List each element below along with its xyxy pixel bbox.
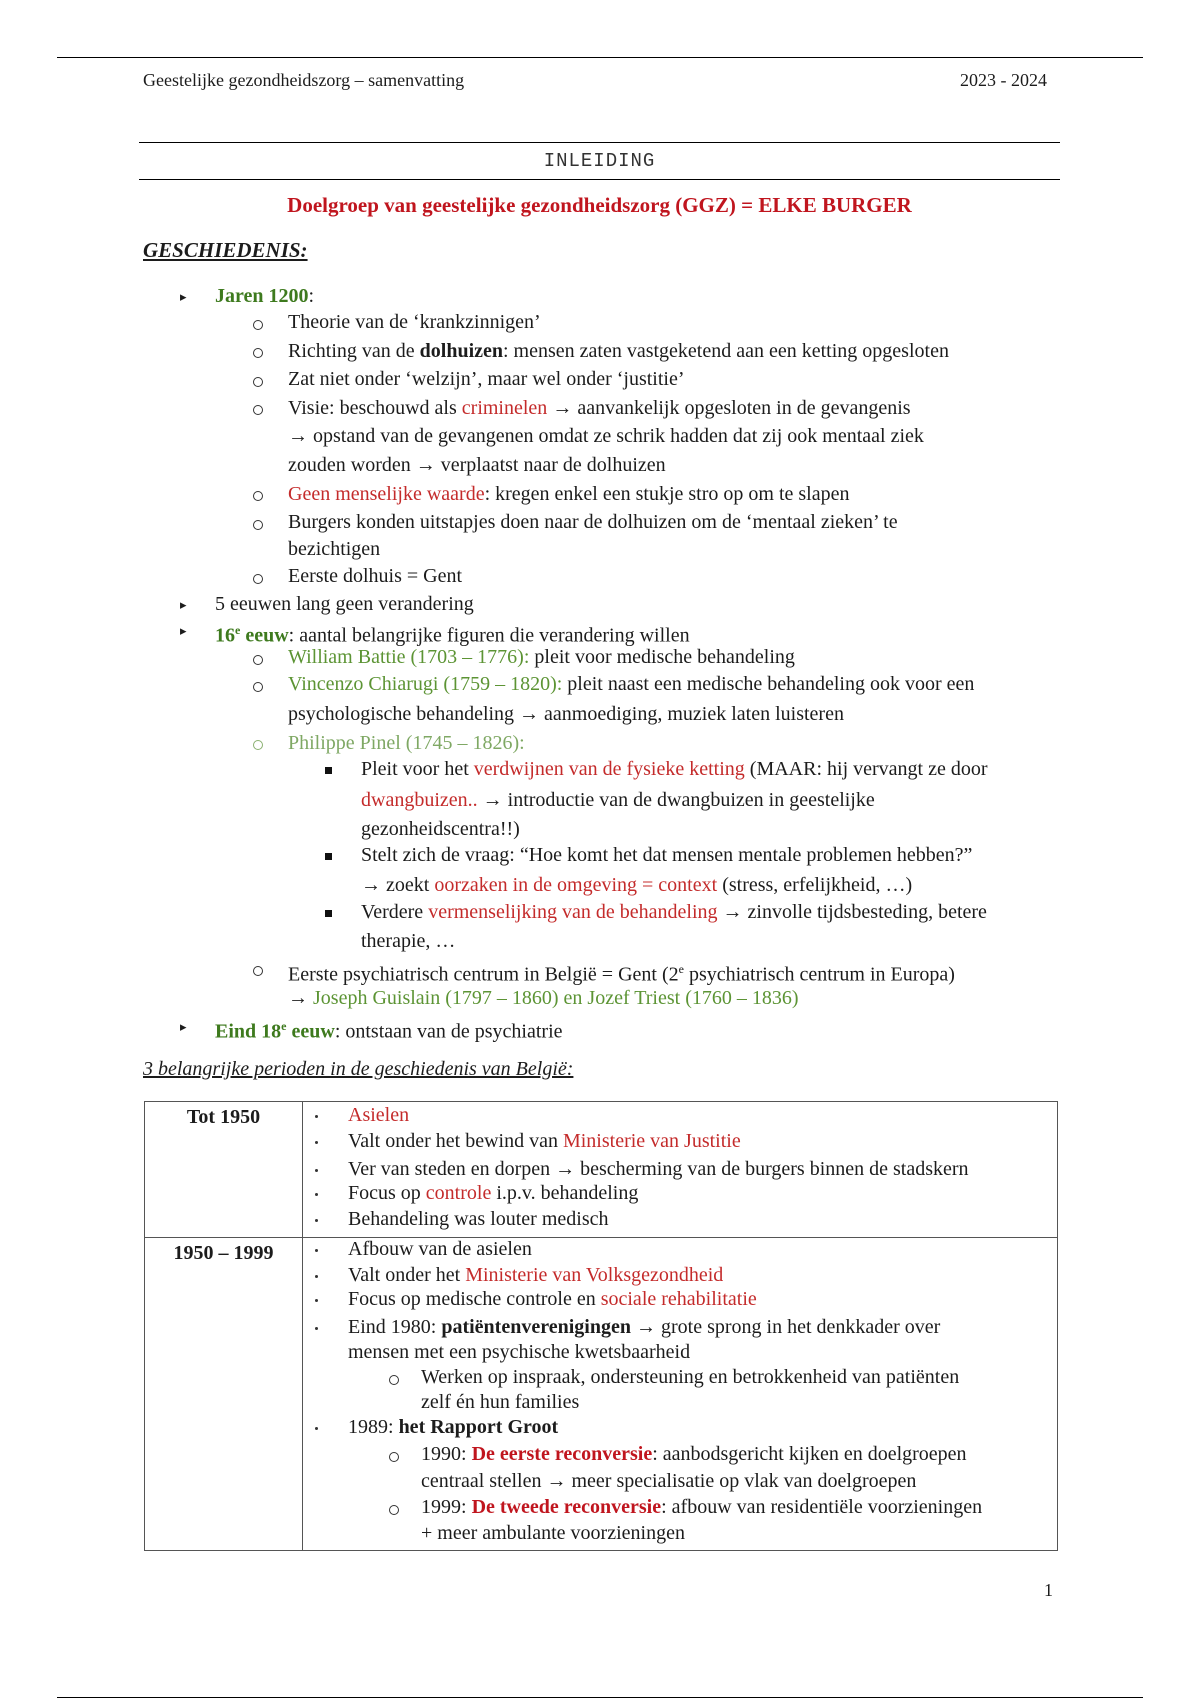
period-content [303,1102,1058,1238]
square-bullet-icon [325,853,332,860]
circle-bullet-icon [253,966,263,976]
dot-bullet-icon [315,1115,318,1118]
circle-bullet-icon [389,1452,399,1462]
list-item: Verdere vermenselijking van de behandeling → zinvolle tijdsbesteding, betere [361,901,987,923]
circle-bullet-icon [253,682,263,692]
list-item-continuation: + meer ambulante voorzieningen [421,1522,685,1544]
periods-table [144,1101,1058,1551]
list-item-continuation: gezonheidscentra!!) [361,818,520,840]
list-item: William Battie (1703 – 1776): pleit voor medische behandeling [288,646,795,668]
page-title: INLEIDING [139,142,1060,180]
list-item: 1989: het Rapport Groot [348,1416,559,1438]
circle-bullet-icon [253,740,263,750]
dot-bullet-icon [315,1193,318,1196]
list-item-continuation: zouden worden → verplaatst naar de dolhuizen [288,454,666,476]
arrow-bullet-icon: ▸ [180,1019,187,1034]
circle-bullet-icon [389,1375,399,1385]
list-item-continuation: → Joseph Guislain (1797 – 1860) en Jozef Triest (1760 – 1836) [288,987,799,1009]
arrow-bullet-icon: ▸ [180,623,187,638]
list-item: 1999: De tweede reconversie: afbouw van residentiële voorzieningen [421,1496,983,1518]
list-item: Eind 18e eeuw: ontstaan van de psychiatrie [215,1019,563,1043]
list-item: Stelt zich de vraag: “Hoe komt het dat mensen mentale problemen hebben?” [361,844,973,866]
list-item-continuation: bezichtigen [288,538,381,560]
dot-bullet-icon [315,1299,318,1302]
list-item: Zat niet onder ‘welzijn’, maar wel onder ‘justitie’ [288,368,685,390]
list-item-continuation: zelf én hun families [421,1391,580,1413]
circle-bullet-icon [253,320,263,330]
dot-bullet-icon [315,1141,318,1144]
list-item-continuation: centraal stellen → meer specialisatie op vlak van doelgroepen [421,1470,917,1492]
list-item: Eerste psychiatrisch centrum in België = Gent (2e psychiatrisch centrum in Europa) [288,962,955,986]
period-label: Tot 1950 [145,1102,303,1238]
circle-bullet-icon [253,574,263,584]
list-item: 5 eeuwen lang geen verandering [215,593,474,615]
header-left: Geestelijke gezondheidszorg – samenvatting [143,70,465,90]
dot-bullet-icon [315,1249,318,1252]
list-item-continuation: dwangbuizen.. → introductie van de dwangbuizen in geestelijke [361,789,875,811]
period-content [303,1238,1058,1551]
periods-heading: 3 belangrijke perioden in de geschiedenis van België: [143,1058,574,1080]
list-item: Jaren 1200: [215,285,315,307]
section-heading: GESCHIEDENIS: [143,238,308,262]
page-number: 1 [1044,1580,1053,1600]
list-item: Eerste dolhuis = Gent [288,565,463,587]
arrow-bullet-icon: ▸ [180,289,187,304]
list-item: Focus op controle i.p.v. behandeling [348,1182,639,1204]
circle-bullet-icon [253,520,263,530]
dot-bullet-icon [315,1219,318,1222]
square-bullet-icon [325,910,332,917]
list-item: Burgers konden uitstapjes doen naar de dolhuizen om de ‘mentaal zieken’ te [288,511,898,533]
list-item: Valt onder het Ministerie van Volksgezondheid [348,1264,724,1286]
list-item: Geen menselijke waarde: kregen enkel een stukje stro op om te slapen [288,483,850,505]
list-item: Focus op medische controle en sociale rehabilitatie [348,1288,757,1310]
doelgroep-line: Doelgroep van geestelijke gezondheidszorg (GGZ) = ELKE BURGER [287,193,912,217]
list-item: Theorie van de ‘krankzinnigen’ [288,311,541,333]
list-item-continuation: → opstand van de gevangenen omdat ze schrik hadden dat zij ook mentaal ziek [288,425,924,447]
bottom-rule [57,1697,1143,1698]
list-item: Visie: beschouwd als criminelen → aanvankelijk opgesloten in de gevangenis [288,397,911,419]
dot-bullet-icon [315,1427,318,1430]
list-item-continuation: therapie, … [361,930,456,952]
circle-bullet-icon [253,655,263,665]
list-item: Asielen [348,1104,410,1126]
circle-bullet-icon [253,348,263,358]
list-item: Vincenzo Chiarugi (1759 – 1820): pleit naast een medische behandeling ook voor een [288,673,975,695]
list-item: 1990: De eerste reconversie: aanbodsgericht kijken en doelgroepen [421,1443,967,1465]
top-rule [57,57,1143,58]
dot-bullet-icon [315,1275,318,1278]
table-row [145,1102,1058,1238]
list-item: 16e eeuw: aantal belangrijke figuren die verandering willen [215,623,690,647]
period-label: 1950 – 1999 [145,1238,303,1551]
list-item-continuation: psychologische behandeling → aanmoediging, muziek laten luisteren [288,703,844,725]
dot-bullet-icon [315,1169,318,1172]
list-item: Pleit voor het verdwijnen van de fysieke ketting (MAAR: hij vervangt ze door [361,758,988,780]
list-item: Afbouw van de asielen [348,1238,532,1260]
list-item: Philippe Pinel (1745 – 1826): [288,732,525,754]
header-right: 2023 - 2024 [960,70,1047,90]
dot-bullet-icon [315,1327,318,1330]
arrow-bullet-icon: ▸ [180,597,187,612]
table-row [145,1238,1058,1551]
square-bullet-icon [325,767,332,774]
list-item-continuation: → zoekt oorzaken in de omgeving = context (stress, erfelijkheid, …) [361,874,913,896]
list-item: Richting van de dolhuizen: mensen zaten vastgeketend aan een ketting opgesloten [288,340,949,362]
circle-bullet-icon [253,377,263,387]
list-item: Werken op inspraak, ondersteuning en betrokkenheid van patiënten [421,1366,960,1388]
circle-bullet-icon [389,1505,399,1515]
list-item: Valt onder het bewind van Ministerie van Justitie [348,1130,741,1152]
circle-bullet-icon [253,405,263,415]
list-item: Eind 1980: patiëntenverenigingen → grote sprong in het denkkader over [348,1316,941,1338]
list-item: Ver van steden en dorpen → bescherming van de burgers binnen de stadskern [348,1158,969,1180]
list-item-continuation: mensen met een psychische kwetsbaarheid [348,1341,691,1363]
list-item: Behandeling was louter medisch [348,1208,609,1230]
circle-bullet-icon [253,491,263,501]
